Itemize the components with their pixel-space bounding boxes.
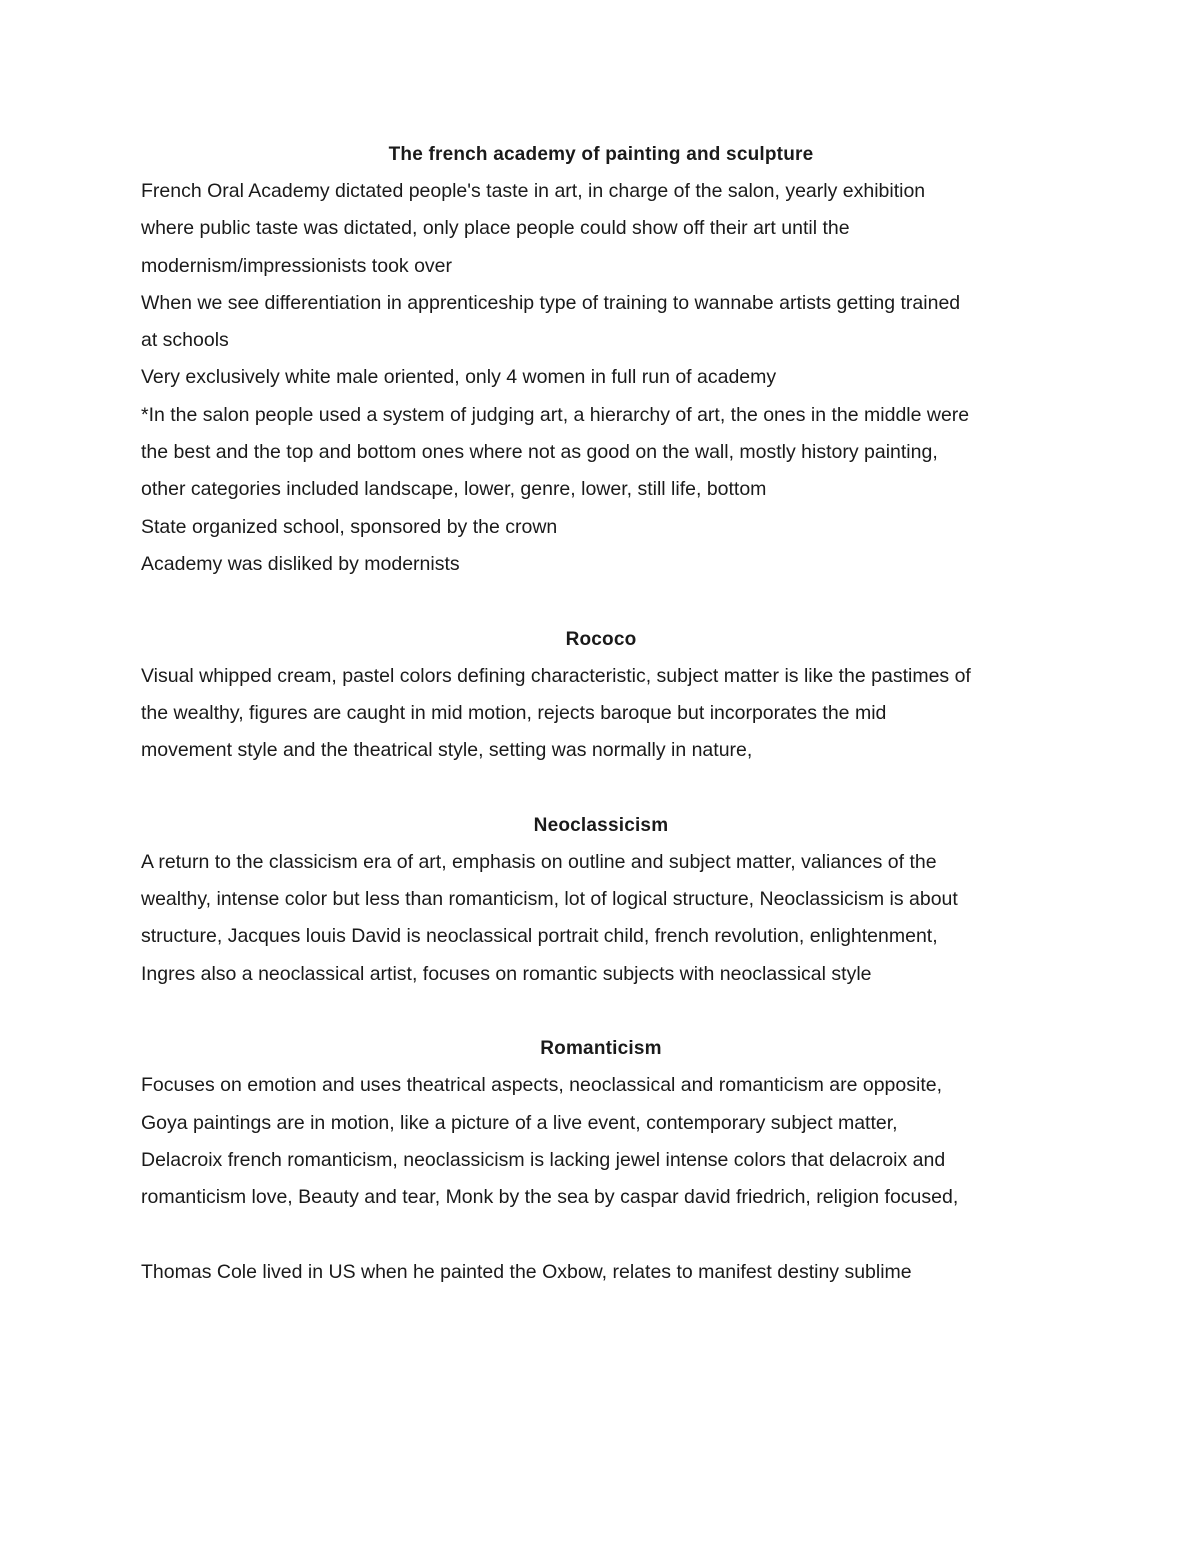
text-line: A return to the classicism era of art, emphasis on outline and subject matter, valiances of the <box>141 850 937 873</box>
blank-line <box>141 993 1061 1030</box>
text-line: State organized school, sponsored by the crown <box>141 515 558 538</box>
text-line: *In the salon people used a system of judging art, a hierarchy of art, the ones in the middle were <box>141 403 970 426</box>
text-line: Ingres also a neoclassical artist, focuses on romantic subjects with neoclassical style <box>141 962 872 985</box>
text-line: Delacroix french romanticism, neoclassicism is lacking jewel intense colors that delacroix and <box>141 1148 946 1171</box>
section-title: Romanticism <box>540 1038 662 1060</box>
section-neoclassicism <box>141 807 1061 993</box>
text-line: French Oral Academy dictated people's taste in art, in charge of the salon, yearly exhibition <box>141 180 926 202</box>
section-body <box>141 1067 1061 1216</box>
section-body <box>141 658 1061 770</box>
section-title: Neoclassicism <box>533 814 669 836</box>
blank-line <box>141 583 1061 620</box>
text-line: the wealthy, figures are caught in mid motion, rejects baroque but incorporates the mid <box>141 701 887 724</box>
text-line: structure, Jacques louis David is neoclassical portrait child, french revolution, enlightenment, <box>141 925 938 948</box>
text-line: modernism/impressionists took over <box>141 254 453 277</box>
text-line: Visual whipped cream, pastel colors defining characteristic, subject matter is like the pastimes of <box>141 664 971 687</box>
blank-line <box>141 1216 1061 1253</box>
section-romanticism <box>141 1030 1061 1216</box>
text-line: Academy was disliked by modernists <box>141 552 460 575</box>
section-title: Rococo <box>565 628 637 650</box>
text-line: Thomas Cole lived in US when he painted the Oxbow, relates to manifest destiny sublime <box>141 1260 912 1283</box>
text-line: movement style and the theatrical style, setting was normally in nature, <box>141 739 753 762</box>
document-page <box>141 136 1061 1291</box>
section-title: The french academy of painting and sculpture <box>388 144 814 165</box>
section-french-academy <box>141 136 1061 583</box>
text-line: romanticism love, Beauty and tear, Monk by the sea by caspar david friedrich, religion focused, <box>141 1186 959 1209</box>
text-line: When we see differentiation in apprenticeship type of training to wannabe artists getting trained <box>141 291 961 314</box>
closing-paragraph <box>141 1254 1061 1291</box>
section-body <box>141 844 1061 993</box>
text-line: at schools <box>141 329 229 352</box>
blank-line <box>141 769 1061 806</box>
text-line: where public taste was dictated, only place people could show off their art until the <box>141 217 850 240</box>
text-line: wealthy, intense color but less than romanticism, lot of logical structure, Neoclassicism is about <box>141 888 958 911</box>
text-line: Very exclusively white male oriented, only 4 women in full run of academy <box>141 366 777 389</box>
text-line: other categories included landscape, lower, genre, lower, still life, bottom <box>141 478 767 501</box>
text-line: Focuses on emotion and uses theatrical aspects, neoclassical and romanticism are opposite, <box>141 1074 943 1097</box>
text-line: the best and the top and bottom ones where not as good on the wall, mostly history painting, <box>141 441 938 464</box>
section-body <box>141 173 1061 583</box>
text-line: Goya paintings are in motion, like a picture of a live event, contemporary subject matter, <box>141 1111 898 1134</box>
section-rococo <box>141 621 1061 770</box>
